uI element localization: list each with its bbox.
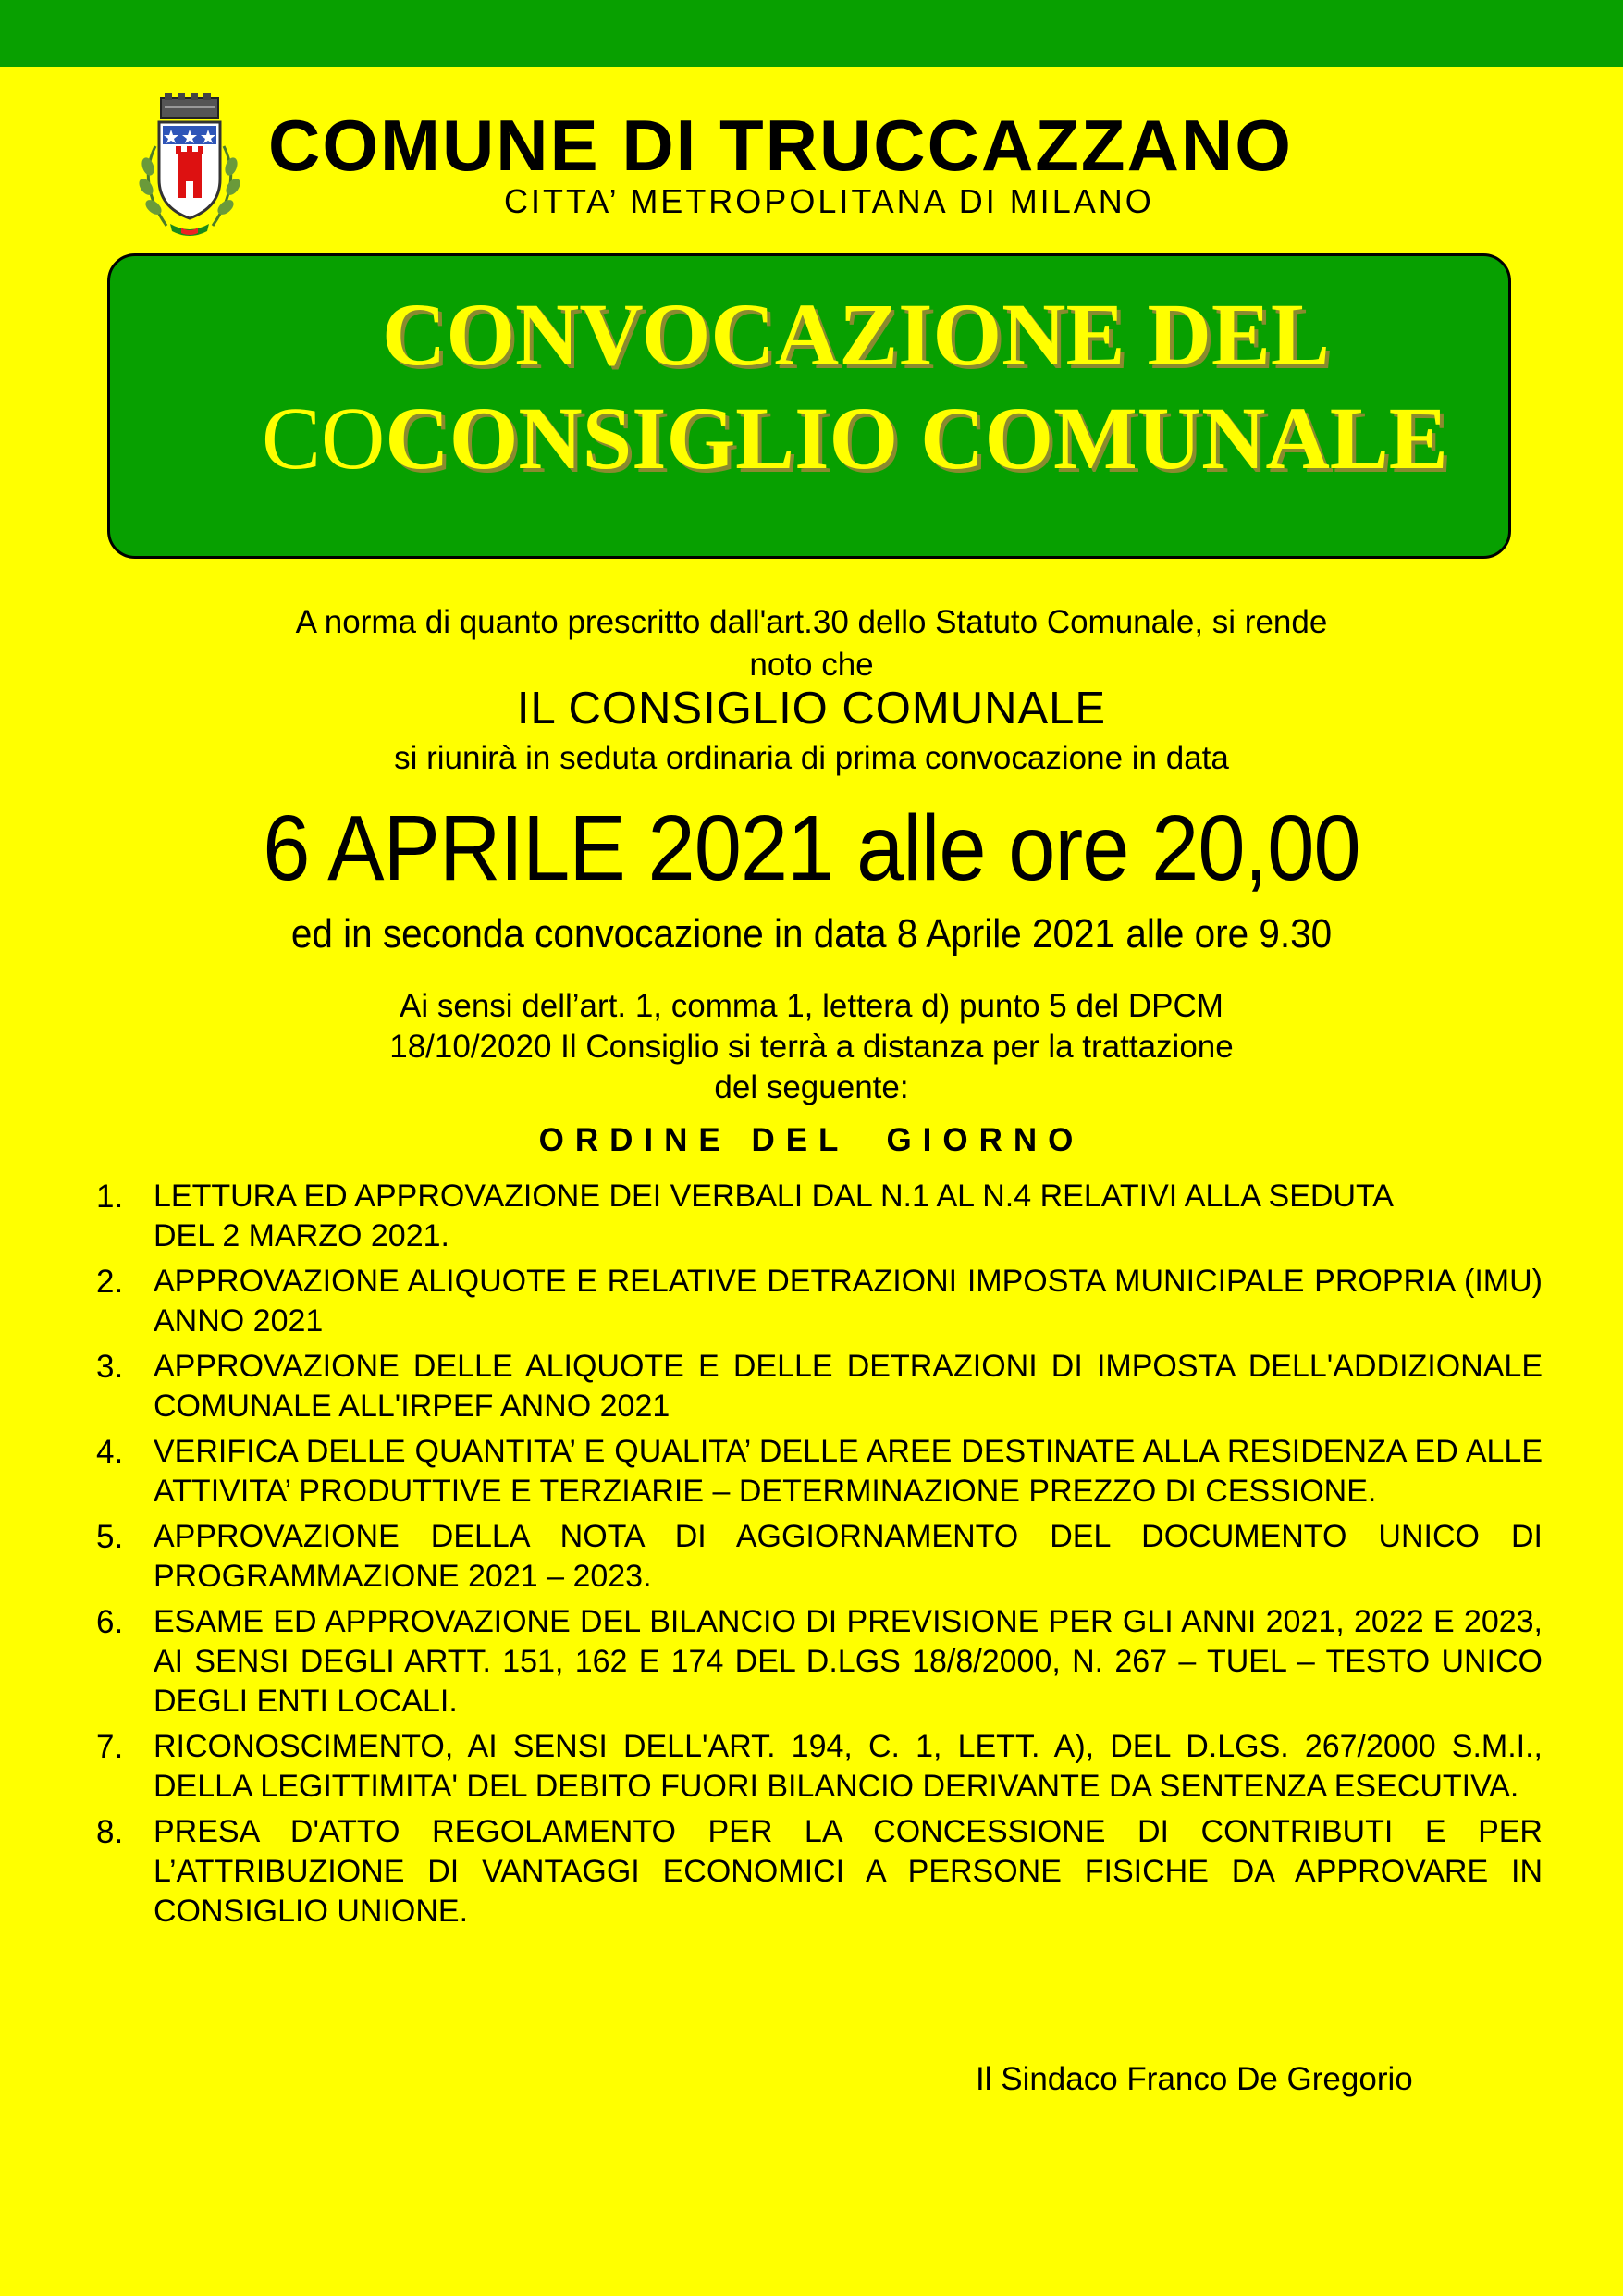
- intro-line-1: A norma di quanto prescritto dall'art.30 dello Statuto Comunale, si rende: [295, 604, 1328, 640]
- dpcm-line-2: 18/10/2020 Il Consiglio si terrà a distanza per la trattazione: [389, 1029, 1234, 1065]
- meeting-description: si riunirà in seduta ordinaria di prima convocazione in data: [394, 740, 1229, 776]
- municipality-subtitle: CITTA’ METROPOLITANA DI MILANO: [504, 182, 1154, 220]
- dpcm-paragraph: [277, 986, 1346, 1108]
- dpcm-line-1: Ai sensi dell’art. 1, comma 1, lettera d) punto 5 del DPCM: [400, 988, 1223, 1024]
- agenda-item-text: LETTURA ED APPROVAZIONE DEI VERBALI DAL N.1 AL N.4 RELATIVI ALLA SEDUTA DEL 2 MARZO 2021.: [154, 1179, 1393, 1253]
- agenda-item: [96, 1177, 1543, 1256]
- agenda-item-text: RICONOSCIMENTO, AI SENSI DELL'ART. 194, C. 1, LETT. A), DEL D.LGS. 267/2000 S.M.I., DELLA LEGITTIMITA' DEL DEBITO FUORI BILANCIO DERIVANTE DA SENTENZA ESECUTIVA.: [154, 1729, 1543, 1804]
- agenda-item-number: 7.: [96, 1729, 124, 1765]
- agenda-item: [96, 1432, 1543, 1512]
- top-green-bar: [0, 0, 1623, 67]
- meeting-date: 6 APRILE 2021 alle ore 20,00: [263, 796, 1360, 900]
- agenda-item: [96, 1812, 1543, 1932]
- agenda-item-number: 2.: [96, 1264, 124, 1300]
- agenda-item-number: 1.: [96, 1179, 124, 1215]
- agenda-item: [96, 1517, 1543, 1597]
- agenda-item-text: ESAME ED APPROVAZIONE DEL BILANCIO DI PREVISIONE PER GLI ANNI 2021, 2022 E 2023, AI SENSI DEGLI ARTT. 151, 162 E 174 DEL D.LGS 18/8/2000, N. 267 – TUEL – TESTO UNICO DEGLI ENTI LOCALI.: [154, 1604, 1543, 1719]
- agenda-item-text: VERIFICA DELLE QUANTITA’ E QUALITA’ DELLE AREE DESTINATE ALLA RESIDENZA ED ALLE ATTIVITA’ PRODUTTIVE E TERZIARIE – DETERMINAZIONE PREZZO DI CESSIONE.: [154, 1434, 1543, 1509]
- agenda-list: [96, 1177, 1543, 1937]
- agenda-item-number: 5.: [96, 1519, 124, 1555]
- agenda-item-number: 6.: [96, 1604, 124, 1640]
- second-convocation: ed in seconda convocazione in data 8 Aprile 2021 alle ore 9.30: [290, 911, 1333, 957]
- agenda-item: [96, 1347, 1543, 1426]
- agenda-heading-part1: ORDINE DEL: [538, 1122, 850, 1158]
- council-heading: IL CONSIGLIO COMUNALE: [516, 684, 1107, 734]
- agenda-item-text: PRESA D'ATTO REGOLAMENTO PER LA CONCESSIONE DI CONTRIBUTI E PER L’ATTRIBUZIONE DI VANTAGGI ECONOMICI A PERSONE FISICHE DA APPROVARE IN CONSIGLIO UNIONE.: [154, 1814, 1543, 1929]
- dpcm-line-3: del seguente:: [714, 1069, 909, 1105]
- municipality-title: COMUNE DI TRUCCAZZANO: [268, 105, 1293, 186]
- agenda-item: [96, 1602, 1543, 1722]
- banner-line2-prefix: CO: [262, 389, 386, 488]
- agenda-item: [96, 1727, 1543, 1807]
- agenda-item-text: APPROVAZIONE DELLA NOTA DI AGGIORNAMENTO DEL DOCUMENTO UNICO DI PROGRAMMAZIONE 2021 – 2023.: [154, 1519, 1543, 1594]
- agenda-item-number: 4.: [96, 1434, 124, 1470]
- agenda-item: [96, 1262, 1543, 1341]
- banner-title-line1: CONVOCAZIONE DEL: [382, 285, 1330, 384]
- banner-line2-text: CONSIGLIO COMUNALE: [385, 389, 1448, 488]
- mayor-signature: Il Sindaco Franco De Gregorio: [976, 2061, 1413, 2097]
- agenda-item-text: APPROVAZIONE DELLE ALIQUOTE E DELLE DETRAZIONI DI IMPOSTA DELL'ADDIZIONALE COMUNALE ALL'IRPEF ANNO 2021: [154, 1349, 1543, 1424]
- agenda-item-number: 8.: [96, 1814, 124, 1850]
- convocation-banner: [107, 253, 1511, 559]
- agenda-heading: [0, 1119, 1623, 1162]
- municipal-crest-icon: [129, 91, 250, 239]
- agenda-heading-part2: GIORNO: [886, 1122, 1085, 1158]
- intro-line-2: noto che: [749, 647, 874, 683]
- intro-paragraph: [139, 601, 1484, 686]
- agenda-item-text: APPROVAZIONE ALIQUOTE E RELATIVE DETRAZIONI IMPOSTA MUNICIPALE PROPRIA (IMU) ANNO 2021: [154, 1264, 1543, 1339]
- banner-title-line2: [262, 388, 1623, 489]
- agenda-item-number: 3.: [96, 1349, 124, 1385]
